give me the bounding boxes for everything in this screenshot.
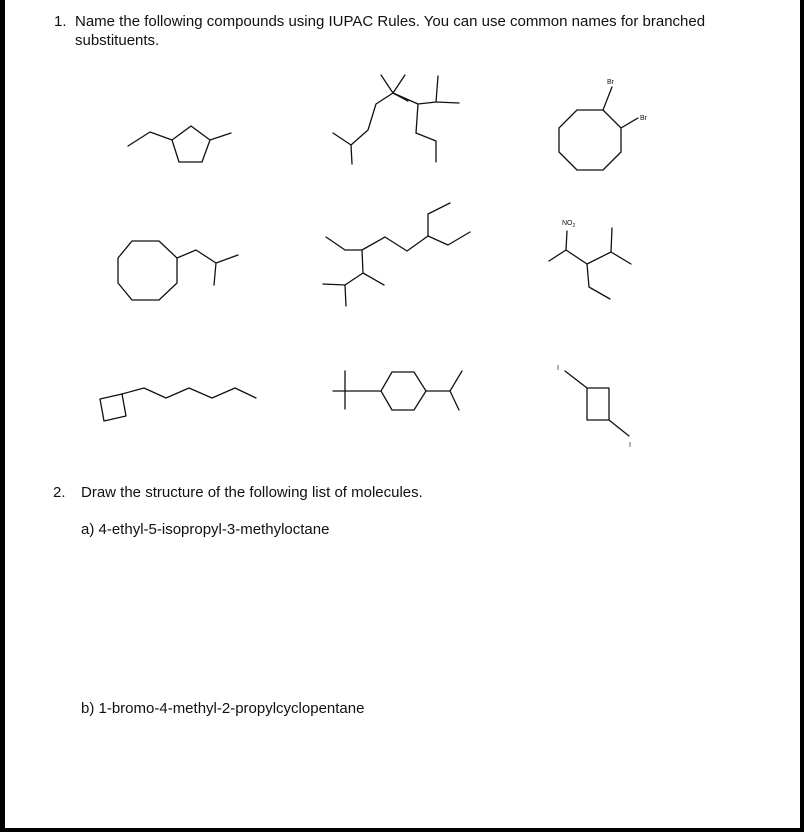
- structure-nitro-alkane: [549, 220, 631, 299]
- label-no2: $NO_2$: [562, 220, 576, 229]
- structure-diiodocyclobutane: [557, 365, 631, 449]
- label-br-top: Br: [607, 79, 614, 86]
- structure-ethyl-methyl-cyclopentane: [128, 126, 231, 162]
- structure-branched-alkane-2: [323, 203, 470, 306]
- label-iodo-bottom: I: [629, 442, 631, 449]
- question-2-text: Draw the structure of the following list of molecules.: [81, 484, 423, 501]
- structure-isobutylcyclooctane: [118, 241, 238, 300]
- structure-branched-alkane-1: [333, 75, 459, 164]
- label-iodo-top: I: [557, 365, 559, 372]
- question-2-item-a: a) 4-ethyl-5-isopropyl-3-methyloctane: [81, 521, 330, 538]
- structure-tbutyl-isopropylcyclohexane: [333, 371, 462, 410]
- question-1-text: Name the following compounds using IUPAC Rules. You can use common names for branched substituents.: [75, 13, 706, 49]
- label-br-right: Br: [640, 115, 647, 122]
- question-2-number: 2.: [53, 484, 66, 501]
- structure-hexylcyclobutane: [100, 388, 256, 421]
- question-2-item-b: b) 1-bromo-4-methyl-2-propylcyclopentane: [81, 700, 365, 717]
- structure-dibromocyclooctane: [559, 79, 648, 170]
- question-1-number: 1.: [54, 13, 67, 30]
